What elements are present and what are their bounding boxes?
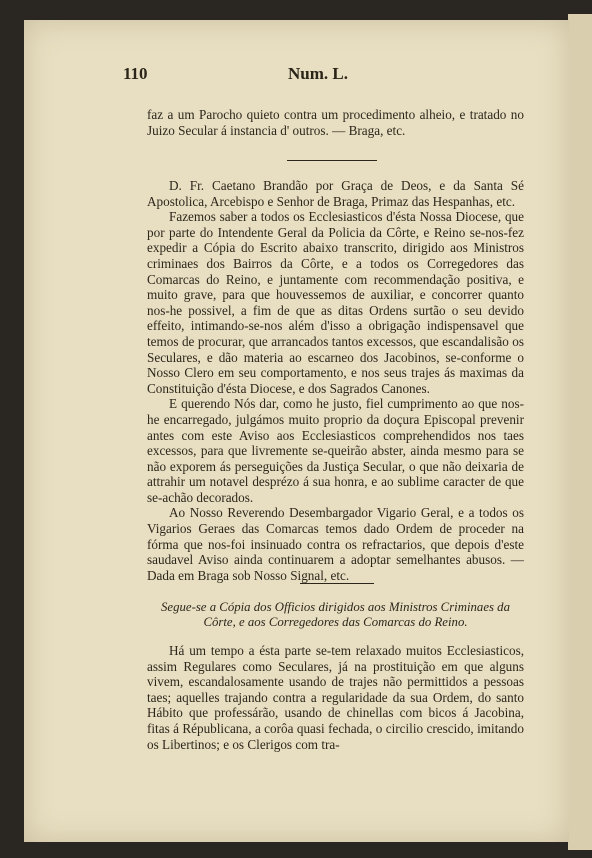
intro-paragraph: faz a um Parocho quieto contra um procedimento alheio, e tratado no Juizo Secular á instancia d' outros. — Braga, etc. [147,107,524,138]
intro-text [147,107,524,138]
officio-text [147,643,524,752]
officio-paragraph: Há um tempo a ésta parte se-tem relaxado muitos Ecclesiasticos, assim Regulares como Seculares, já na prostituição em que alguns vivem, escandalosamente usando de trajes não permittidos a pessoas taes; aquelles trajando contra a regularidade da sua Ordem, do santo Hábito que professárão, usando de chinellas com bicos á Jacobina, fitas á Républicana, a corôa quasi fechada, o circilio crescido, imitando os Libertinos; e os Clerigos com tra- [147,643,524,752]
pastoral-letter [147,178,524,583]
letter-paragraph-2: E querendo Nós dar, como he justo, fiel cumprimento ao que nos-he encarregado, julgámos muito proprio da doçura Episcopal prevenir antes com este Aviso aos Ecclesiasticos comprehendidos nos taes excessos, para que livremente se-queirão abster, ainda mesmo para se não exporem ás perseguições da Justiça Secular, o que não deixaria de attrahir um notavel desprézo á sua honra, e ao sublime caracter de que se-achão decorados. [147,396,524,505]
section-divider-2 [300,583,374,584]
letter-paragraph-3: Ao Nosso Reverendo Desembargador Vigario Geral, e a todos os Vigarios Geraes das Comarcas temos dado Ordem de proceder na fórma que nos-foi insinuado contra os refractarios, que depois d'este saudavel Aviso ainda continuarem a adoptar semelhantes abusos. — Dada em Braga sob Nosso Signal, etc. [147,505,524,583]
page-number: 110 [123,64,148,83]
section-divider-1 [287,160,377,161]
letter-salutation: D. Fr. Caetano Brandão por Graça de Deos, e da Santa Sé Apostolica, Arcebispo e Senhor de Braga, Primaz das Hespanhas, etc. [147,178,524,209]
letter-paragraph-1: Fazemos saber a todos os Ecclesiasticos d'ésta Nossa Diocese, que por parte do Intendente Geral da Policia da Côrte, e Reino se-nos-fez expedir a Cópia do Escrito abaixo transcrito, dirigido aos Ministros criminaes dos Bairros da Côrte, e a todos os Corregedores das Comarcas do Reino, e juntamente com recommendação positiva, e muito grave, para que houvessemos de auxiliar, e concorrer quanto nos-he possivel, a fim de que as ditas Ordens surtão o seu devido effeito, intimando-se-nos além d'isso a obrigação indispensavel que temos de procurar, que arrancados tantos excessos, que escandalisão os Seculares, e dão materia ao escarneo dos Jacobinos, se-conforme o Nosso Clero em seu comportamento, e nos seus trajes ás maximas da Constituição d'ésta Diocese, e dos Sagrados Canones. [147,209,524,396]
section-heading: Segue-se a Cópia dos Officios dirigidos aos Ministros Criminaes da Côrte, e aos Corregedores das Comarcas do Reino. [161,600,510,629]
page-header [123,64,413,88]
adjacent-page-edge [568,14,592,850]
issue-title: Num. L. [288,64,348,83]
